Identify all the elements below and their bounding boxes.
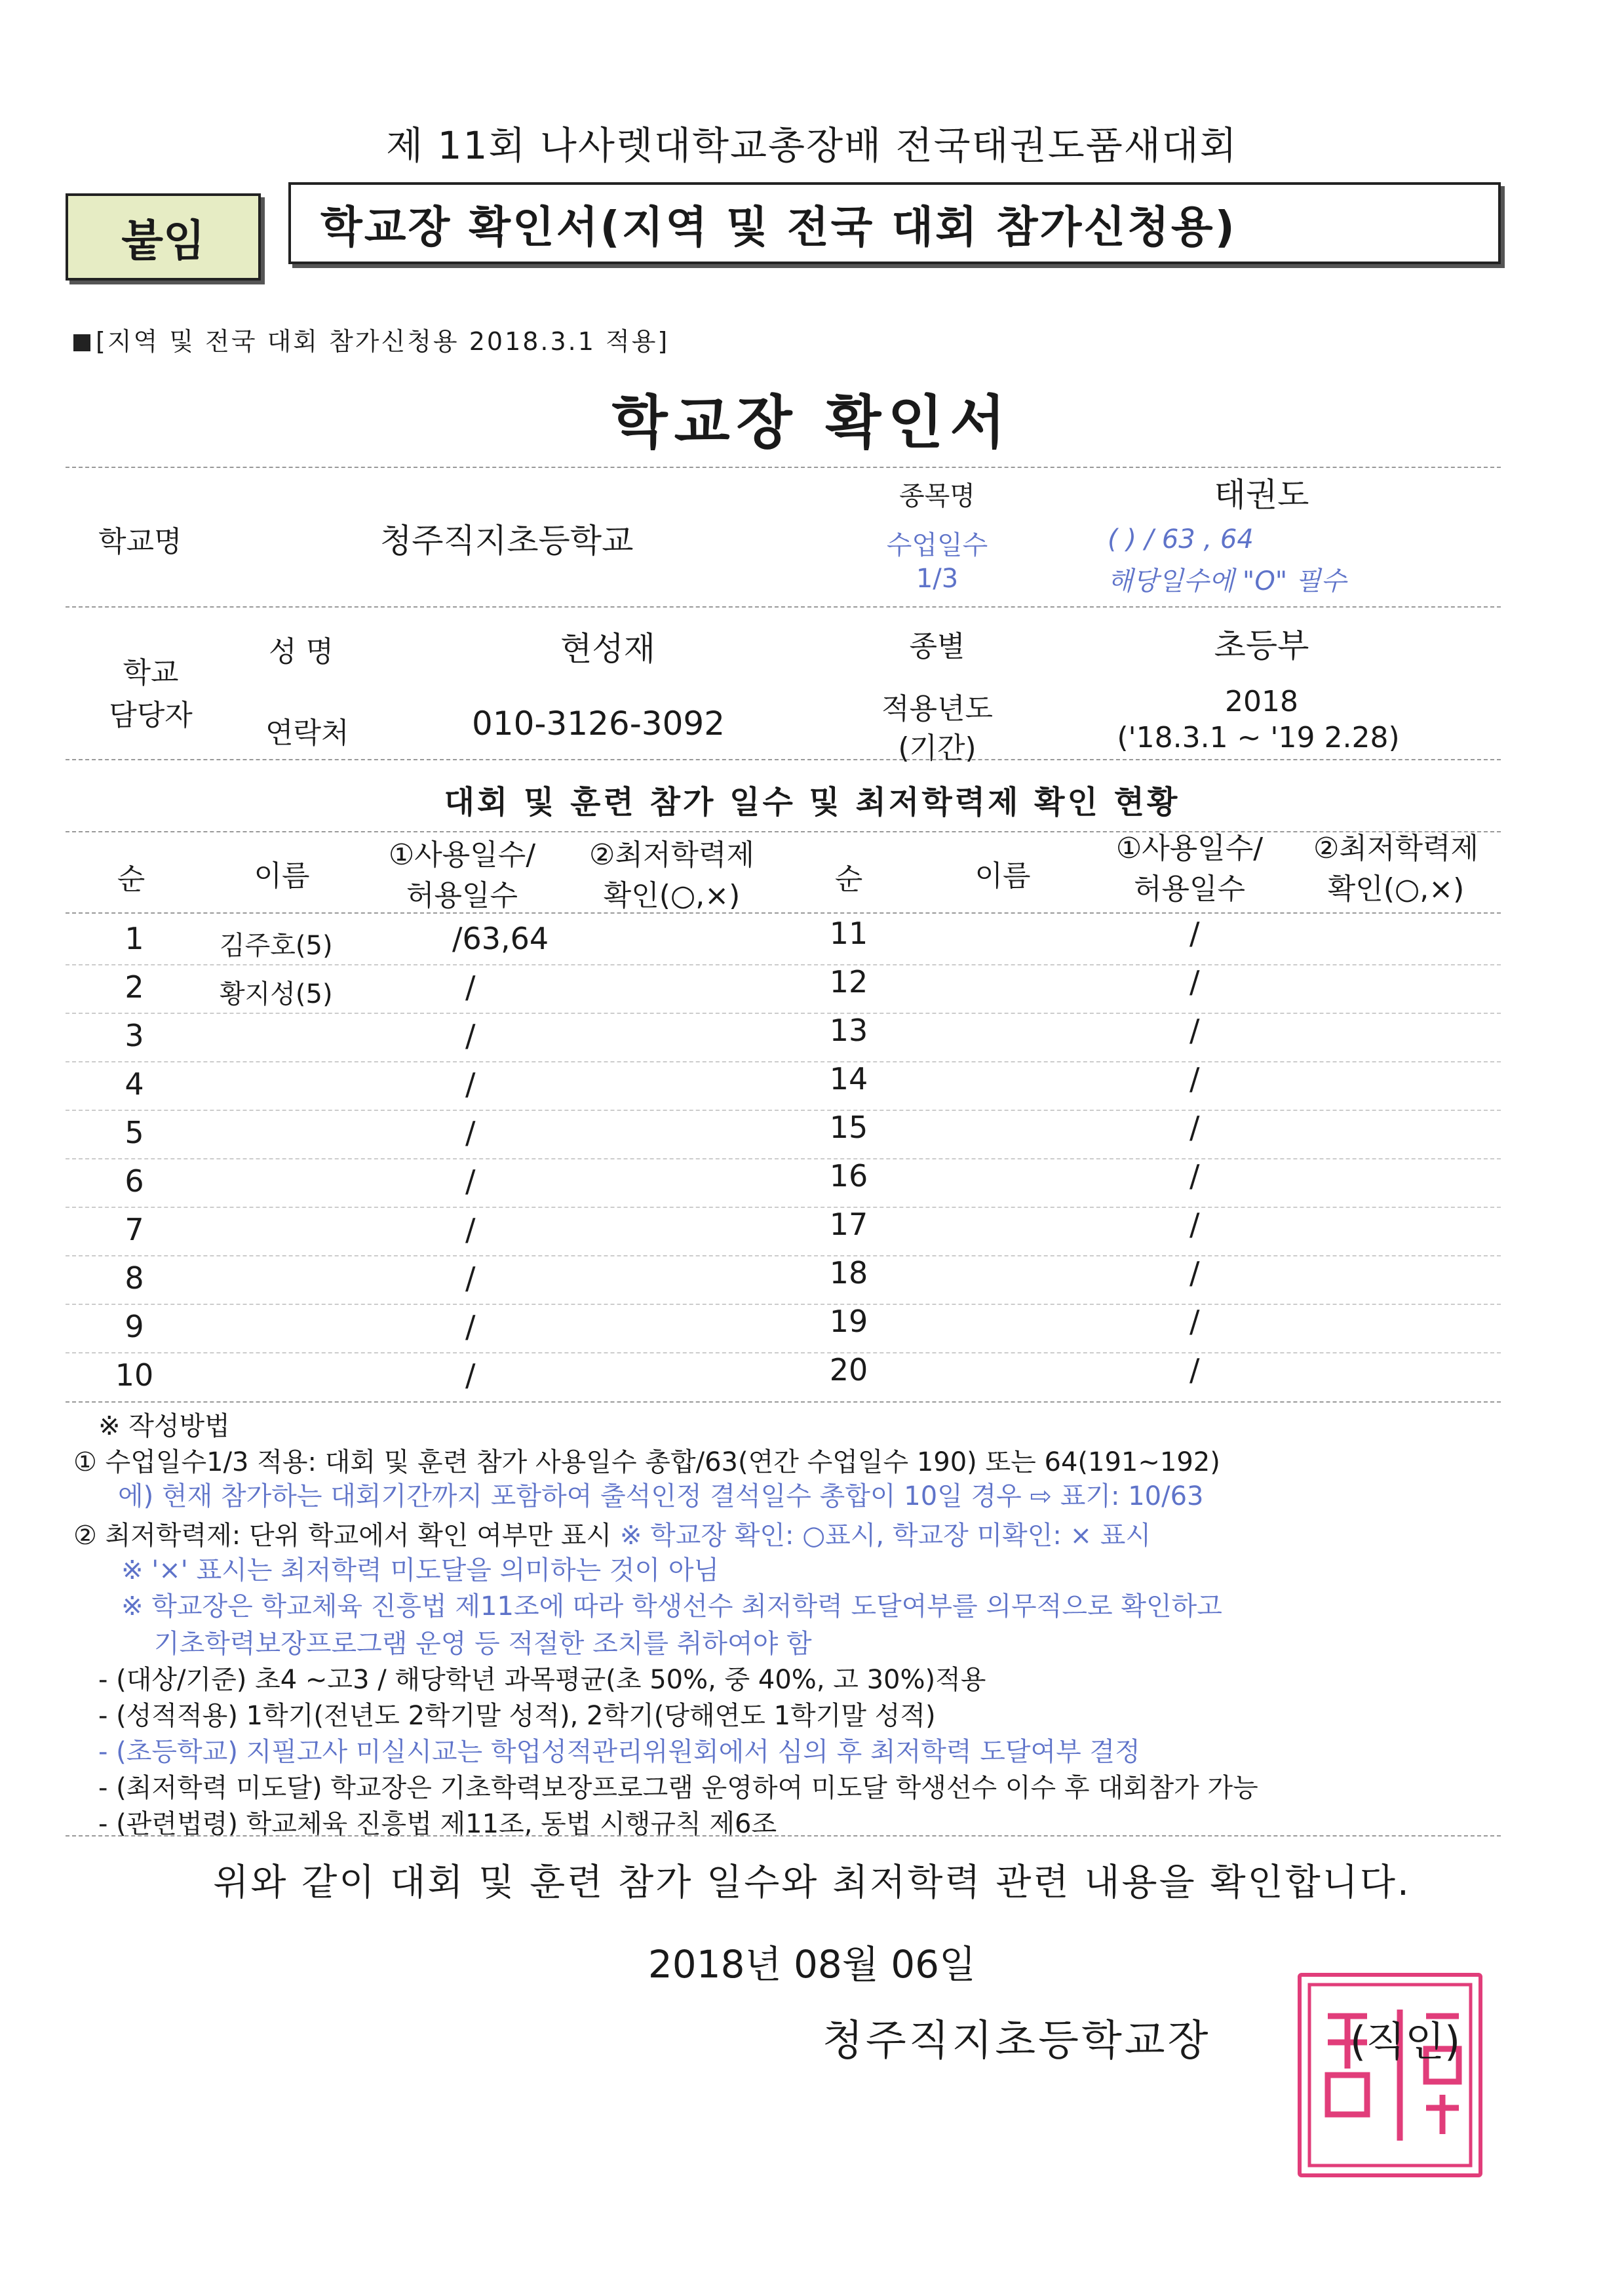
header-days-left-2: 허용일수 (406, 879, 518, 912)
status-title: 대회 및 훈련 참가 일수 및 최저학력제 확인 현황 (444, 784, 1180, 821)
header-days-right: ①사용일수/ (1115, 832, 1264, 865)
method-line: - (초등학교) 지필고사 미실시교는 학업성적관리위원회에서 심의 후 최저학력 도달여부 결정 (98, 1737, 1140, 1767)
phone-label: 연락처 (265, 716, 349, 750)
method-line-note: ※ 학교장 확인: ○표시, 학교장 미확인: × 표시 (619, 1521, 1151, 1551)
row-number: 3 (125, 1018, 144, 1053)
row-days: / (465, 1066, 476, 1102)
row-days: / (1189, 1061, 1200, 1097)
method-line: ※ 학교장은 학교체육 진흥법 제11조에 따라 학생선수 최저학력 도달여부를 의무적으로 확인하고 (121, 1591, 1222, 1622)
method-line: - (대상/기준) 초4 ~고3 / 해당학년 과목평균(초 50%, 중 40%, 고 30%)적용 (98, 1665, 986, 1695)
row-number: 9 (125, 1309, 144, 1344)
row-divider (66, 1255, 1501, 1256)
row-number: 10 (115, 1357, 154, 1393)
row-number: 4 (125, 1066, 144, 1102)
method-line-text: ② 최저학력제: 단위 학교에서 확인 여부만 표시 (73, 1521, 612, 1551)
phone-value: 010-3126-3092 (472, 705, 725, 743)
year-label: 적용년도 (881, 692, 993, 726)
row-number: 1 (125, 921, 144, 956)
row-number: 19 (829, 1304, 868, 1339)
row-days: / (1189, 1207, 1200, 1242)
square-bullet-icon (73, 334, 90, 351)
row-days: / (465, 1163, 476, 1199)
classdays-note: 해당일수에 "O" 필수 (1108, 566, 1347, 596)
row-number: 14 (829, 1061, 868, 1097)
method-line (73, 1444, 1220, 1481)
row-days: / (465, 1357, 476, 1393)
row-number: 11 (829, 916, 868, 951)
row-number: 12 (829, 964, 868, 1000)
row-number: 13 (829, 1013, 868, 1048)
attachment-tag (66, 193, 261, 281)
row-days: /63,64 (452, 921, 549, 956)
contact-label: 학교 (123, 656, 179, 690)
divider (66, 912, 1501, 914)
year-value: 2018 (1225, 685, 1298, 718)
row-divider (66, 1110, 1501, 1111)
top-note (73, 321, 669, 357)
row-number: 16 (829, 1158, 868, 1194)
header-seq-right: 순 (834, 863, 863, 896)
row-divider (66, 1013, 1501, 1014)
row-days: / (1189, 1304, 1200, 1339)
header-days-right-2: 허용일수 (1133, 872, 1245, 906)
row-name: 황지성(5) (220, 979, 333, 1009)
row-number: 17 (829, 1207, 868, 1242)
row-number: 15 (829, 1110, 868, 1145)
division-label: 종별 (909, 630, 965, 663)
row-days: / (1189, 1110, 1200, 1145)
row-days: / (1189, 1352, 1200, 1388)
method-line: 에) 현재 참가하는 대회기간까지 포함하여 출석인정 결석일수 총합이 10일 경우 ⇨ 표기: 10/63 (118, 1481, 1204, 1511)
event-title: 제 11회 나사렛대학교총장배 전국태권도품새대회 (386, 123, 1238, 168)
classdays-value: ( ) / 63 , 64 (1108, 524, 1254, 554)
method-line: 기초학력보장프로그램 운영 등 적절한 조치를 취하여야 함 (154, 1629, 812, 1659)
classdays-label-ratio: 1/3 (916, 564, 959, 594)
document-title: 학교장 확인서 (611, 389, 1013, 456)
row-divider (66, 964, 1501, 965)
row-days: / (1189, 916, 1200, 951)
row-number: 2 (125, 969, 144, 1005)
header-name-right: 이름 (975, 859, 1031, 893)
divider (66, 467, 1501, 468)
row-days: / (465, 969, 476, 1005)
form-heading (288, 182, 1501, 264)
divider (66, 1401, 1501, 1403)
row-days: / (465, 1309, 476, 1344)
contact-label-2: 담당자 (109, 699, 193, 732)
row-number: 6 (125, 1163, 144, 1199)
form-heading-label: 학교장 확인서(지역 및 전국 대회 참가신청용) (320, 202, 1237, 252)
principal-name: 청주직지초등학교장 (822, 2017, 1211, 2065)
row-number: 7 (125, 1212, 144, 1247)
row-divider (66, 1061, 1501, 1062)
header-check-right: ②최저학력제 (1313, 832, 1479, 865)
header-days-left: ①사용일수/ (388, 838, 536, 872)
year-label-period: (기간) (898, 731, 976, 765)
method-title: ※ 작성방법 (98, 1411, 230, 1441)
confirmation-text: 위와 같이 대회 및 훈련 참가 일수와 최저학력 관련 내용을 확인합니다. (213, 1861, 1411, 1904)
name-value: 현성재 (560, 630, 655, 668)
method-line: - (성적적용) 1학기(전년도 2학기말 성적), 2학기(당해연도 1학기말 성적) (98, 1701, 936, 1731)
row-name: 김주호(5) (220, 931, 333, 961)
row-days: / (465, 1018, 476, 1053)
sport-label: 종목명 (899, 481, 975, 511)
confirmation-date: 2018년 08월 06일 (648, 1942, 976, 1987)
school-name: 청주직지초등학교 (380, 522, 634, 560)
divider (66, 606, 1501, 608)
header-check-right-2: 확인(○,×) (1327, 872, 1465, 906)
header-seq-left: 순 (117, 863, 145, 896)
row-number: 18 (829, 1255, 868, 1291)
name-label: 성 명 (269, 635, 334, 669)
row-days: / (1189, 1255, 1200, 1291)
row-divider (66, 1352, 1501, 1353)
divider (66, 1835, 1501, 1837)
row-divider (66, 1207, 1501, 1208)
row-days: / (465, 1212, 476, 1247)
row-days: / (465, 1260, 476, 1296)
seal-stamp-icon (1302, 1977, 1479, 2173)
header-name-left: 이름 (254, 859, 310, 893)
method-line: ※ '×' 표시는 최저학력 미도달을 의미하는 것이 아님 (121, 1555, 720, 1585)
classdays-label: 수업일수 (886, 530, 988, 560)
row-number: 20 (829, 1352, 868, 1388)
method-line (73, 1517, 1151, 1554)
header-check-left: ②최저학력제 (589, 838, 754, 872)
top-note-text: [지역 및 전국 대회 참가신청용 2018.3.1 적용] (96, 327, 670, 356)
row-days: / (1189, 964, 1200, 1000)
seal-label: (직인) (1350, 2017, 1461, 2065)
sport-value: 태권도 (1214, 476, 1309, 514)
row-number: 8 (125, 1260, 144, 1296)
row-divider (66, 1158, 1501, 1159)
row-divider (66, 1304, 1501, 1305)
row-days: / (1189, 1158, 1200, 1194)
official-seal (1298, 1973, 1482, 2177)
method-line-text: ① 수업일수1/3 적용: 대회 및 훈련 참가 사용일수 총합/63(연간 수업일수 190) 또는 64(191~192) (73, 1447, 1220, 1477)
method-line: - (최저학력 미도달) 학교장은 기초학력보장프로그램 운영하여 미도달 학생선수 이수 후 대회참가 가능 (98, 1773, 1258, 1803)
header-check-left-2: 확인(○,×) (603, 879, 741, 912)
divider (66, 759, 1501, 760)
period-value: ('18.3.1 ~ '19 2.28) (1117, 721, 1400, 754)
row-number: 5 (125, 1115, 144, 1150)
attachment-tag-label: 붙임 (121, 216, 205, 266)
row-days: / (1189, 1013, 1200, 1048)
method-line: - (관련법령) 학교체육 진흥법 제11조, 동법 시행규칙 제6조 (98, 1809, 777, 1839)
row-days: / (465, 1115, 476, 1150)
division-value: 초등부 (1214, 627, 1309, 665)
school-label: 학교명 (98, 525, 182, 558)
